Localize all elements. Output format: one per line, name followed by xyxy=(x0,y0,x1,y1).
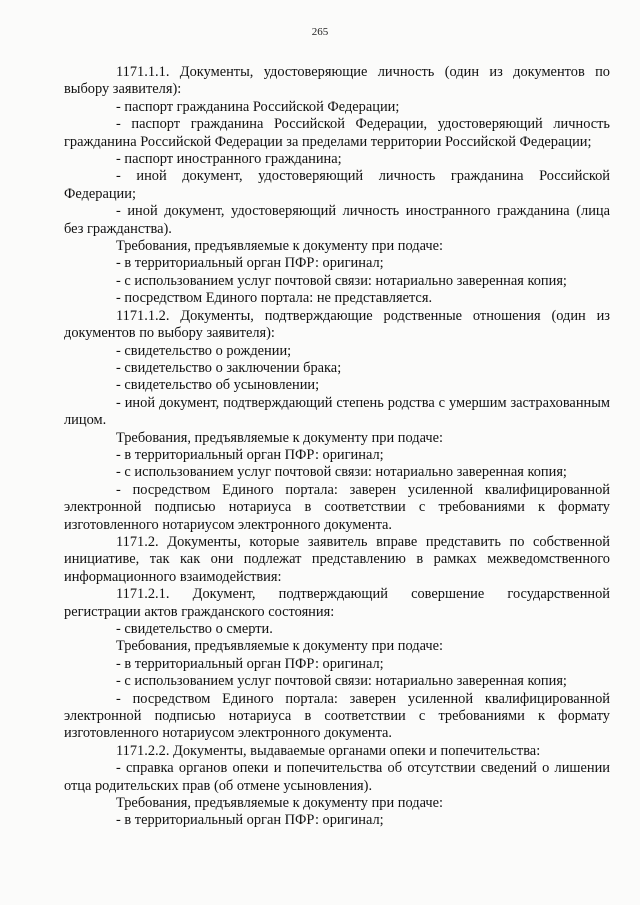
list-item: - свидетельство о рождении; xyxy=(116,342,292,359)
paragraph: 1171.2.1. Документ, подтверждающий совершение государственной регистрации актов гражданского состояния: xyxy=(64,586,610,620)
paragraph: - иной документ, удостоверяющий личность гражданина Российской Федерации; xyxy=(64,168,610,202)
list-item: - в территориальный орган ПФР: оригинал; xyxy=(116,446,384,463)
list-item: - паспорт иностранного гражданина; xyxy=(116,151,342,168)
list-item: Требования, предъявляемые к документу при подаче: xyxy=(116,238,443,255)
list-item: - в территориальный орган ПФР: оригинал; xyxy=(116,812,384,829)
paragraph: 1171.1.1. Документы, удостоверяющие личность (один из документов по выбору заявителя): xyxy=(64,64,610,98)
list-item: Требования, предъявляемые к документу при подаче: xyxy=(116,638,443,655)
paragraph: - посредством Единого портала: заверен усиленной квалифицированной электронной подписью нотариуса в соответствии с требованиями к формату изготовленного нотариусом электронного документа. xyxy=(64,481,610,533)
paragraph: 1171.1.2. Документы, подтверждающие родственные отношения (один из документов по выбору заявителя): xyxy=(64,307,610,342)
page-number: 265 xyxy=(311,26,329,38)
list-item: - посредством Единого портала: не представляется. xyxy=(116,290,433,307)
list-item: - в территориальный орган ПФР: оригинал; xyxy=(116,655,384,672)
list-item: - паспорт гражданина Российской Федерации; xyxy=(116,98,400,115)
paragraph: - иной документ, удостоверяющий личность иностранного гражданина (лица без гражданства). xyxy=(64,203,610,237)
paragraph: - паспорт гражданина Российской Федерации, удостоверяющий личность гражданина Российской Федерации за пределами территории Российской Федерации; xyxy=(64,116,610,150)
document-body xyxy=(64,64,610,830)
list-item: - свидетельство о смерти. xyxy=(116,621,273,637)
list-item: - с использованием услуг почтовой связи: нотариально заверенная копия; xyxy=(116,464,567,481)
paragraph: 1171.2. Документы, которые заявитель вправе представить по собственной инициативе, так как они подлежат представлению в рамках межведомственного информационного взаимодействия: xyxy=(64,533,610,585)
paragraph: - посредством Единого портала: заверен усиленной квалифицированной электронной подписью нотариуса в соответствии с требованиями к формату изготовленного нотариусом электронного документа. xyxy=(64,690,610,742)
list-item: - свидетельство о заключении брака; xyxy=(116,359,342,376)
list-item: Требования, предъявляемые к документу при подаче: xyxy=(116,429,443,446)
list-item: - в территориальный орган ПФР: оригинал; xyxy=(116,255,384,272)
list-item: Требования, предъявляемые к документу при подаче: xyxy=(116,795,443,812)
list-item: - с использованием услуг почтовой связи: нотариально заверенная копия; xyxy=(116,272,567,289)
list-item: - с использованием услуг почтовой связи: нотариально заверенная копия; xyxy=(116,673,567,690)
list-item: 1171.2.2. Документы, выдаваемые органами опеки и попечительства: xyxy=(116,742,541,759)
paragraph: - иной документ, подтверждающий степень родства с умершим застрахованным лицом. xyxy=(64,394,610,429)
paragraph: - справка органов опеки и попечительства об отсутствии сведений о лишении отца родительских прав (об отмене усыновления). xyxy=(64,760,610,794)
list-item: - свидетельство об усыновлении; xyxy=(116,377,320,394)
